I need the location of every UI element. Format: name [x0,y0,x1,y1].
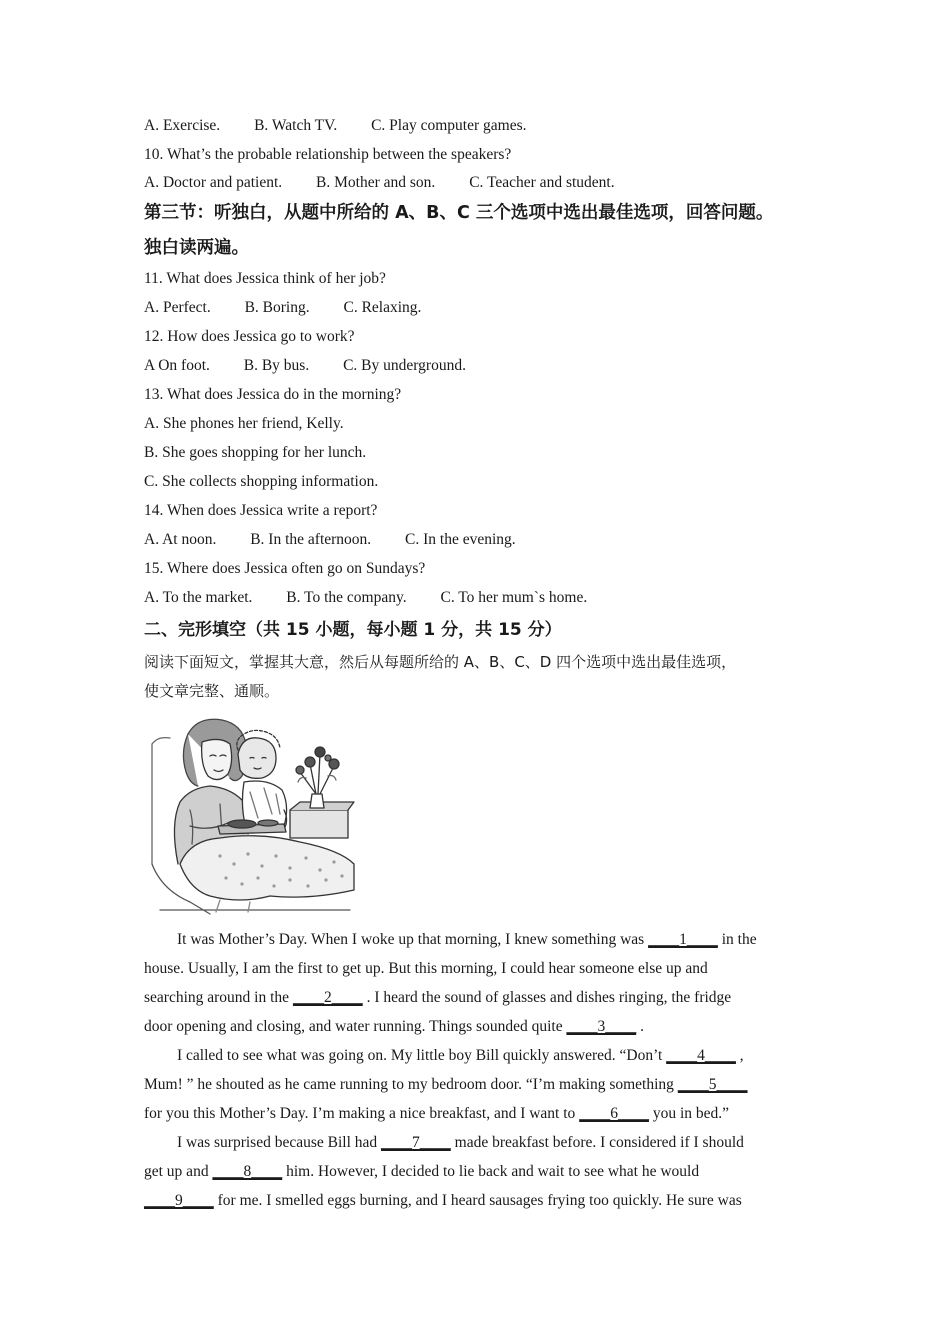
q12-question: 12. How does Jessica go to work? [144,328,355,345]
q9-option-c: C. Play computer games. [371,117,527,134]
p1-text-3b: . I heard the sound of glasses and dishes ringing, the fridge [362,989,732,1006]
q13-option-b: B. She goes shopping for her lunch. [144,444,367,461]
p2-text-2a: Mum! ” he shouted as he came running to my bedroom door. “I’m making something [144,1076,678,1093]
cloze-heading: 二、完形填空（共 15 小题，每小题 1 分，共 15 分） [144,620,562,640]
q10-options [144,173,615,193]
p1-line1 [177,930,757,950]
q10-option-b: B. Mother and son. [316,174,436,191]
p3-line1 [177,1133,744,1153]
p1-text-3a: searching around in the [144,989,293,1006]
p1-text-4b: . [636,1018,644,1035]
q14-options [144,530,516,550]
q11-option-c: C. Relaxing. [343,299,422,316]
p2-text-1b: , [735,1047,744,1064]
p3-text-2b: him. However, I decided to lie back and wait to see what he would [282,1163,700,1180]
q12-options [144,356,466,376]
q15-question: 15. Where does Jessica often go on Sundays? [144,560,426,577]
q13-question: 13. What does Jessica do in the morning? [144,386,402,403]
q14-option-b: B. In the afternoon. [250,531,372,548]
q15-option-a: A. To the market. [144,589,253,606]
q15-option-c: C. To her mum`s home. [440,589,588,606]
q10-option-a: A. Doctor and patient. [144,174,283,191]
section3-heading-line2: 独白读两遍。 [144,238,249,258]
blank-5: ____5____ [677,1076,748,1093]
p3-text-2a: get up and [144,1163,213,1180]
q13-option-a: A. She phones her friend, Kelly. [144,415,344,432]
q15-option-b: B. To the company. [286,589,407,606]
q11-option-a: A. Perfect. [144,299,211,316]
p3-text-1a: I was surprised because Bill had [177,1134,382,1151]
blank-6: ____6____ [579,1105,649,1122]
q14-option-c: C. In the evening. [405,531,516,548]
q11-option-b: B. Boring. [244,299,310,316]
p3-line2 [144,1162,699,1182]
p3-text-3b: for me. I smelled eggs burning, and I heard sausages frying too quickly. He sure was [213,1192,742,1209]
blank-2: ____2____ [292,989,363,1006]
q13-option-c: C. She collects shopping information. [144,473,379,490]
blank-3: ____3____ [566,1018,637,1035]
p3-line3 [144,1191,742,1211]
q14-option-a: A. At noon. [144,531,217,548]
p1-line3 [144,988,731,1008]
blank-9: ____9____ [144,1192,214,1209]
q12-option-a: A On foot. [144,357,210,374]
blank-1: ____1____ [648,931,718,948]
q11-options [144,298,421,318]
q12-option-b: B. By bus. [243,357,310,374]
blank-7: ____7____ [381,1134,451,1151]
p1-text-1a: It was Mother’s Day. When I woke up that morning, I knew something was [177,931,649,948]
p2-line2 [144,1075,748,1095]
q9-option-a: A. Exercise. [144,117,221,134]
illustration-mother-child-breakfast [150,714,356,916]
p1-text-1b: in the [717,931,757,948]
p2-line1 [177,1046,744,1066]
q9-option-b: B. Watch TV. [254,117,338,134]
section3-heading-line1: 第三节：听独白，从题中所给的 A、B、C 三个选项中选出最佳选项，回答问题。 [144,203,774,223]
p2-line3 [144,1104,729,1124]
q9-options [144,116,527,136]
cloze-instruction-line1: 阅读下面短文，掌握其大意，然后从每题所给的 A、B、C、D 四个选项中选出最佳选项， [144,653,737,671]
q11-question: 11. What does Jessica think of her job? [144,270,386,287]
p1-line4 [144,1017,644,1037]
p2-text-1a: I called to see what was going on. My little boy Bill quickly answered. “Don’t [177,1047,667,1064]
q10-question: 10. What’s the probable relationship between the speakers? [144,146,512,163]
q10-option-c: C. Teacher and student. [469,174,615,191]
q12-option-c: C. By underground. [343,357,466,374]
q14-question: 14. When does Jessica write a report? [144,502,378,519]
q15-options [144,588,587,608]
cloze-instruction-line2: 使文章完整、通顺。 [144,682,280,700]
p1-text-4a: door opening and closing, and water running. Things sounded quite [144,1018,567,1035]
blank-4: ____4____ [666,1047,736,1064]
p2-text-3a: for you this Mother’s Day. I’m making a nice breakfast, and I want to [144,1105,580,1122]
p2-text-3b: you in bed.” [648,1105,730,1122]
blank-8: ____8____ [212,1163,283,1180]
p3-text-1b: made breakfast before. I considered if I should [450,1134,744,1151]
p1-line2: house. Usually, I am the first to get up. But this morning, I could hear someone else up and [144,960,708,977]
